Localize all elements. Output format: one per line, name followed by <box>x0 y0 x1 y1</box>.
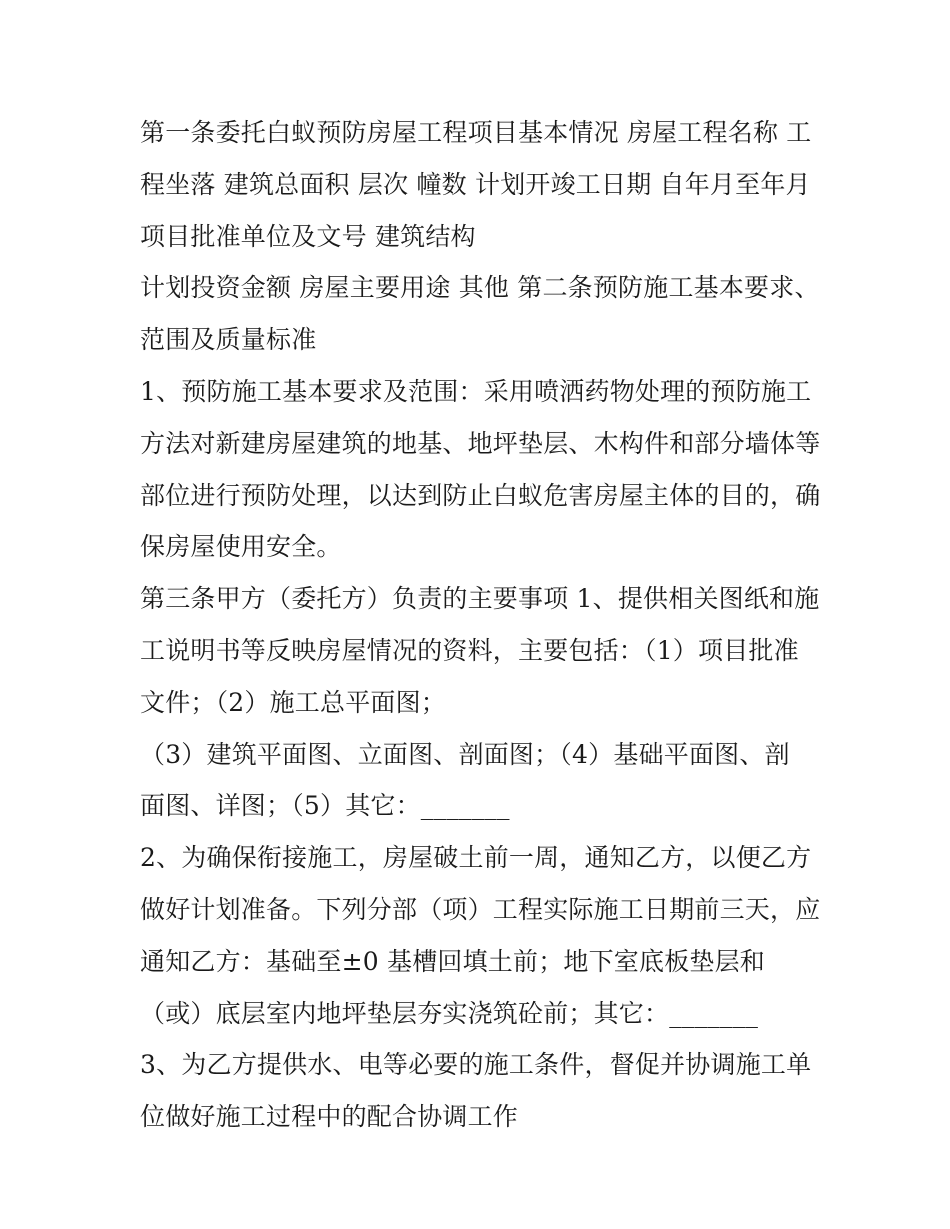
text-line: 第三条甲方（委托方）负责的主要事项 1、提供相关图纸和施 <box>140 584 820 614</box>
text-line: 项目批准单位及文号 建筑结构 <box>140 221 476 251</box>
text-line: 工说明书等反映房屋情况的资料，主要包括：（1）项目批准 <box>140 635 799 665</box>
text-line: 计划投资金额 房屋主要用途 其他 第二条预防施工基本要求、 <box>140 273 820 303</box>
text-line: 做好计划准备。下列分部（项）工程实际施工日期前三天，应 <box>140 894 821 924</box>
text-line: 1、预防施工基本要求及范围：采用喷洒药物处理的预防施工 <box>140 376 812 406</box>
text-line: 保房屋使用安全。 <box>140 532 342 562</box>
text-line: 文件；（2）施工总平面图； <box>140 687 447 717</box>
text-line: 范围及质量标准 <box>140 325 317 355</box>
text-line: （或）底层室内地坪垫层夯实浇筑砼前；其它：_______ <box>140 998 759 1028</box>
text-line: 程坐落 建筑总面积 层次 幢数 计划开竣工日期 自年月至年月 <box>140 169 811 199</box>
text-line: 3、为乙方提供水、电等必要的施工条件，督促并协调施工单 <box>140 1050 812 1080</box>
text-line: 通知乙方：基础至±0 基槽回填土前；地下室底板垫层和 <box>140 946 766 976</box>
text-line: 部位进行预防处理，以达到防止白蚁危害房屋主体的目的，确 <box>140 480 821 510</box>
document-body <box>140 107 820 1143</box>
text-line: 2、为确保衔接施工，房屋破土前一周，通知乙方，以便乙方 <box>140 843 812 873</box>
text-line: 第一条委托白蚁预防房屋工程项目基本情况 房屋工程名称 工 <box>140 118 812 147</box>
text-line: 位做好施工过程中的配合协调工作 <box>140 1102 519 1132</box>
text-line: 面图、详图；（5）其它：_______ <box>140 791 510 821</box>
text-line: 方法对新建房屋建筑的地基、地坪垫层、木构件和部分墙体等 <box>140 428 821 458</box>
text-line: （3）建筑平面图、立面图、剖面图；（4）基础平面图、剖 <box>140 739 790 769</box>
